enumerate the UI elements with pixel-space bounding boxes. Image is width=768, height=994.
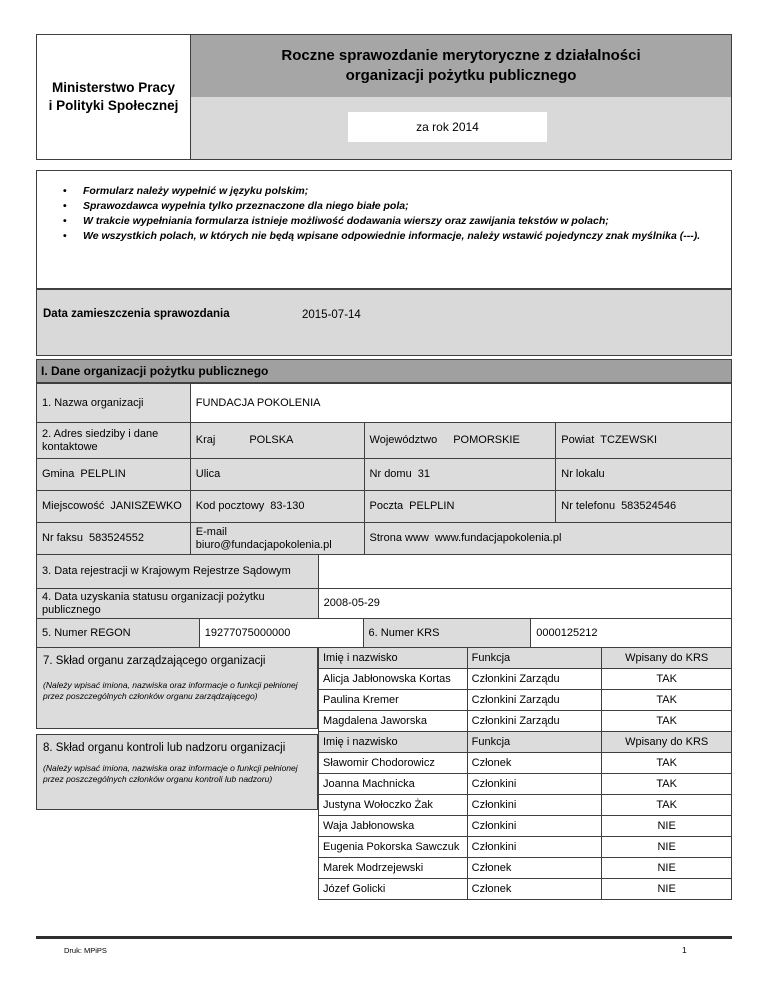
instructions-box xyxy=(36,170,732,289)
powiat-label: Powiat xyxy=(561,434,595,446)
instruction-text: W trakcie wypełniania formularza istnieje możliwość dodawania wierszy oraz zawijania tekstów w polach; xyxy=(83,215,609,227)
member-row xyxy=(319,858,732,879)
member-name-cell: Marek Modrzejewski xyxy=(319,858,468,879)
ministry-name-line2: i Polityki Społecznej xyxy=(48,98,179,113)
form-header xyxy=(36,34,732,160)
member-krs-cell: TAK xyxy=(602,690,732,711)
supervisory-body-note: (Należy wpisać imiona, nazwiska oraz informacje o funkcji pełnionej przez poszczególnych członków organu kontroli lub nadzoru) xyxy=(43,763,298,784)
instruction-text: Sprawozdawca wypełnia tylko przeznaczone dla niego białe pola; xyxy=(83,200,409,212)
member-krs-cell: TAK xyxy=(602,774,732,795)
report-year-band xyxy=(191,97,731,159)
row-address-1 xyxy=(37,423,732,459)
member-name-cell: Waja Jabłonowska xyxy=(319,816,468,837)
management-board-note: (Należy wpisać imiona, nazwiska oraz informacje o funkcji pełnionej przez poszczególnych członków organu zarządzającego) xyxy=(43,680,298,701)
member-function-cell: Członkini Zarządu xyxy=(468,711,603,732)
print-label: Druk: MPiPS xyxy=(64,946,107,955)
miejscowosc-value: JANISZEWKO xyxy=(110,500,182,512)
member-krs-cell: TAK xyxy=(602,753,732,774)
column-header: Wpisany do KRS xyxy=(602,648,732,669)
member-row xyxy=(319,669,732,690)
bullet-icon: • xyxy=(63,200,67,212)
field-krs-date-label: 3. Data rejestracji w Krajowym Rejestrze Sądowym xyxy=(37,555,319,589)
column-header: Imię i nazwisko xyxy=(319,648,468,669)
member-krs-cell: TAK xyxy=(602,795,732,816)
bullet-icon: • xyxy=(63,230,67,242)
column-header: Wpisany do KRS xyxy=(602,732,732,753)
instruction-text: We wszystkich polach, w których nie będą wpisane odpowiednie informacje, należy wstawić pojedynczy znak myślnika (---). xyxy=(83,230,701,242)
field-krs-number-label: 6. Numer KRS xyxy=(364,619,532,648)
row-address-3 xyxy=(37,491,732,523)
ulica-label: Ulica xyxy=(195,468,221,480)
field-regon-label: 5. Numer REGON xyxy=(37,619,200,648)
kraj-label: Kraj xyxy=(195,434,216,446)
members-table xyxy=(318,647,732,900)
miejscowosc-label: Miejscowość xyxy=(42,500,105,512)
row-opp-status xyxy=(37,589,732,619)
member-name-cell: Sławomir Chodorowicz xyxy=(319,753,468,774)
www-label: Strona www xyxy=(369,532,429,544)
telefon-value: 583524546 xyxy=(621,500,677,512)
field-ulica xyxy=(191,459,365,491)
row-org-name xyxy=(37,384,732,423)
field-krs-number-value: 0000125212 xyxy=(531,619,732,648)
form-title-band xyxy=(191,35,731,97)
field-nr-lokalu xyxy=(556,459,732,491)
nr-domu-label: Nr domu xyxy=(369,468,412,480)
row-address-2 xyxy=(37,459,732,491)
member-function-cell: Członek xyxy=(468,753,603,774)
footer-divider xyxy=(36,936,732,939)
nr-domu-value: 31 xyxy=(417,468,430,480)
members-section xyxy=(36,647,732,899)
instruction-item xyxy=(63,214,713,229)
report-year-box: za rok 2014 xyxy=(348,112,547,142)
field-kraj xyxy=(191,423,365,459)
member-function-cell: Członkini xyxy=(468,837,603,858)
column-header: Funkcja xyxy=(468,732,603,753)
field-opp-status-label: 4. Data uzyskania statusu organizacji pożytku publicznego xyxy=(37,589,319,619)
gmina-value: PELPLIN xyxy=(80,468,126,480)
instruction-item xyxy=(63,229,713,244)
field-nr-domu xyxy=(365,459,557,491)
member-row xyxy=(319,753,732,774)
field-wojewodztwo xyxy=(365,423,557,459)
member-function-cell: Członkini xyxy=(468,774,603,795)
member-name-cell: Joanna Machnicka xyxy=(319,774,468,795)
bullet-icon: • xyxy=(63,185,67,197)
kraj-value: POLSKA xyxy=(249,434,294,446)
email-value: biuro@fundacjapokolenia.pl xyxy=(195,538,332,551)
column-header: Funkcja xyxy=(468,648,603,669)
section-1-header: I. Dane organizacji pożytku publicznego xyxy=(36,359,732,383)
members-table-header xyxy=(319,732,732,753)
kod-pocztowy-label: Kod pocztowy xyxy=(195,500,265,512)
field-www xyxy=(365,523,732,555)
member-row xyxy=(319,774,732,795)
management-board-title: 7. Skład organu zarządzającego organizacji xyxy=(43,655,266,667)
faks-label: Nr faksu xyxy=(42,532,83,544)
email-label: E-mail xyxy=(195,526,227,538)
submission-date-row xyxy=(36,289,732,356)
field-miejscowosc xyxy=(37,491,191,523)
member-function-cell: Członkini xyxy=(468,816,603,837)
member-row xyxy=(319,690,732,711)
member-krs-cell: NIE xyxy=(602,816,732,837)
member-row xyxy=(319,795,732,816)
member-name-cell: Paulina Kremer xyxy=(319,690,468,711)
field-address-label: 2. Adres siedziby i dane kontaktowe xyxy=(37,423,191,459)
field-email xyxy=(191,523,365,555)
member-krs-cell: NIE xyxy=(602,858,732,879)
field-org-name-label: 1. Nazwa organizacji xyxy=(37,384,191,423)
bullet-icon: • xyxy=(63,215,67,227)
members-table-header xyxy=(319,648,732,669)
form-title: Roczne sprawozdanie merytoryczne z działalności organizacji pożytku publicznego xyxy=(281,46,641,84)
form-title-area xyxy=(191,35,731,159)
row-regon-krs xyxy=(37,619,732,648)
member-function-cell: Członkini Zarządu xyxy=(468,690,603,711)
member-function-cell: Członkini xyxy=(468,795,603,816)
field-gmina xyxy=(37,459,191,491)
gmina-label: Gmina xyxy=(42,468,75,480)
ministry-box xyxy=(37,35,191,159)
wojewodztwo-label: Województwo xyxy=(369,434,438,446)
member-row xyxy=(319,816,732,837)
telefon-label: Nr telefonu xyxy=(561,500,616,512)
field-opp-status-value: 2008-05-29 xyxy=(319,589,732,619)
field-powiat xyxy=(556,423,732,459)
field-poczta xyxy=(365,491,557,523)
member-row xyxy=(319,879,732,900)
row-krs-registration xyxy=(37,555,732,589)
kod-pocztowy-value: 83-130 xyxy=(270,500,305,512)
field-org-name-value: FUNDACJA POKOLENIA xyxy=(191,384,732,423)
member-function-cell: Członek xyxy=(468,879,603,900)
management-board-label-box xyxy=(36,647,318,729)
member-name-cell: Alicja Jabłonowska Kortas xyxy=(319,669,468,690)
member-name-cell: Józef Golicki xyxy=(319,879,468,900)
nr-lokalu-label: Nr lokalu xyxy=(561,468,605,480)
member-krs-cell: TAK xyxy=(602,711,732,732)
submission-date-value: 2015-07-14 xyxy=(302,309,361,321)
www-value: www.fundacjapokolenia.pl xyxy=(434,532,562,544)
supervisory-body-label-box xyxy=(36,734,318,810)
supervisory-body-title: 8. Skład organu kontroli lub nadzoru organizacji xyxy=(43,742,286,754)
member-krs-cell: TAK xyxy=(602,669,732,690)
column-header: Imię i nazwisko xyxy=(319,732,468,753)
member-name-cell: Justyna Wołoczko Żak xyxy=(319,795,468,816)
member-row xyxy=(319,837,732,858)
field-krs-date-value xyxy=(319,555,732,589)
instruction-item xyxy=(63,199,713,214)
member-krs-cell: NIE xyxy=(602,879,732,900)
faks-value: 583524552 xyxy=(88,532,145,544)
organization-data-table xyxy=(36,383,732,648)
field-faks xyxy=(37,523,191,555)
field-telefon xyxy=(556,491,732,523)
poczta-label: Poczta xyxy=(369,500,404,512)
member-row xyxy=(319,711,732,732)
powiat-value: TCZEWSKI xyxy=(600,434,658,446)
field-kod-pocztowy xyxy=(191,491,365,523)
member-function-cell: Członkini Zarządu xyxy=(468,669,603,690)
member-function-cell: Członek xyxy=(468,858,603,879)
page-number: 1 xyxy=(682,945,687,955)
instruction-item xyxy=(63,184,713,199)
row-address-4 xyxy=(37,523,732,555)
submission-date-label: Data zamieszczenia sprawozdania xyxy=(43,308,230,320)
member-krs-cell: NIE xyxy=(602,837,732,858)
ministry-name-line1: Ministerstwo Pracy xyxy=(51,80,176,96)
member-name-cell: Eugenia Pokorska Sawczuk xyxy=(319,837,468,858)
field-regon-value: 19277075000000 xyxy=(200,619,364,648)
wojewodztwo-value: POMORSKIE xyxy=(453,434,520,446)
instruction-text: Formularz należy wypełnić w języku polskim; xyxy=(83,185,309,197)
poczta-value: PELPLIN xyxy=(409,500,455,512)
member-name-cell: Magdalena Jaworska xyxy=(319,711,468,732)
